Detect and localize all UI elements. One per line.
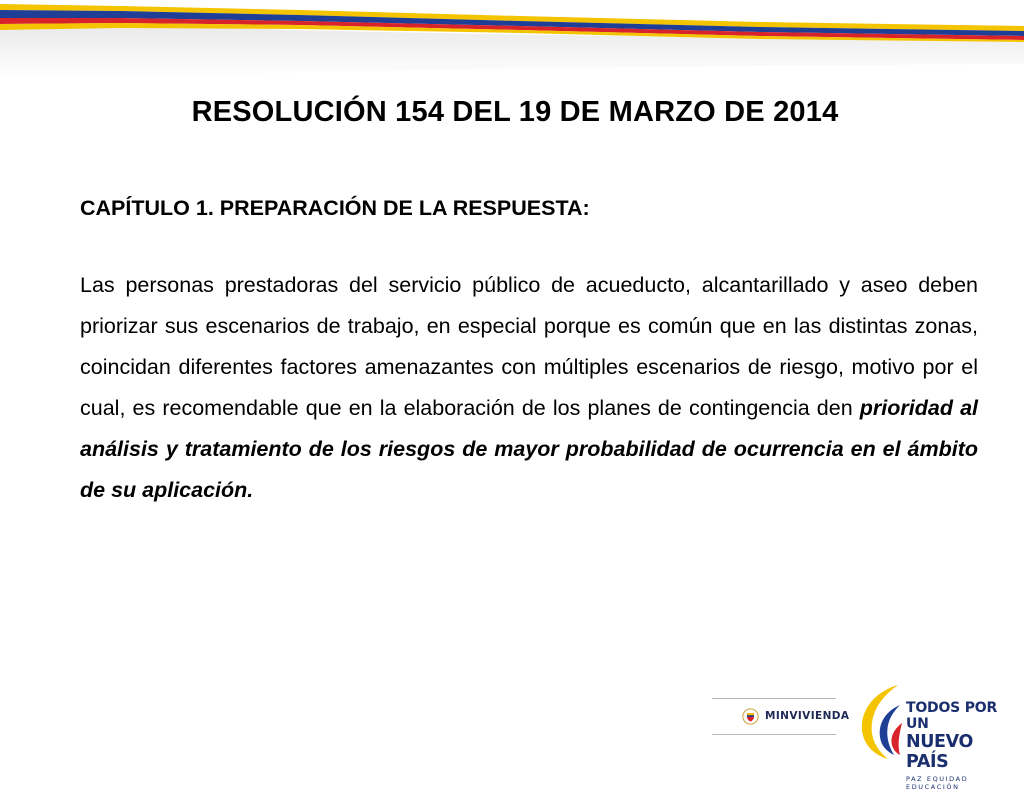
logo-tagline: PAZ EQUIDAD EDUCACIÓN <box>906 775 969 791</box>
body-paragraph <box>80 265 978 511</box>
logo-line-2: NUEVO PAÍS <box>906 732 973 772</box>
flag-header-band <box>0 0 1024 80</box>
body-emphasis: prioridad al análisis y tratamiento de los riesgos de mayor probabilidad de ocurrencia en el ámbito de su aplicación. <box>80 396 978 502</box>
todos-por-un-nuevo-pais-logo-mark <box>854 683 904 761</box>
coat-of-arms-seal-icon <box>742 708 759 725</box>
page-title: RESOLUCIÓN 154 DEL 19 DE MARZO DE 2014 <box>191 96 839 128</box>
slide-body <box>80 196 978 511</box>
chapter-heading: CAPÍTULO 1. PREPARACIÓN DE LA RESPUESTA: <box>80 196 590 220</box>
footer-divider-bottom <box>712 734 836 735</box>
todos-por-un-nuevo-pais-logo-text <box>906 700 1018 791</box>
logo-line-1: TODOS POR UN <box>906 700 998 732</box>
footer-divider-top <box>712 698 836 699</box>
minvivienda-label: MINVIVIENDA <box>765 710 850 722</box>
minvivienda-logo <box>742 705 849 727</box>
body-text: Las personas prestadoras del servicio público de acueducto, alcantarillado y aseo deben priorizar sus escenarios de trabajo, en especial porque es común que en las distintas zonas, coincidan diferentes factores amenazantes con múltiples escenarios de riesgo, motivo por el cual, es recomendable que en la elaboración de los planes de contingencia den <box>80 273 978 420</box>
